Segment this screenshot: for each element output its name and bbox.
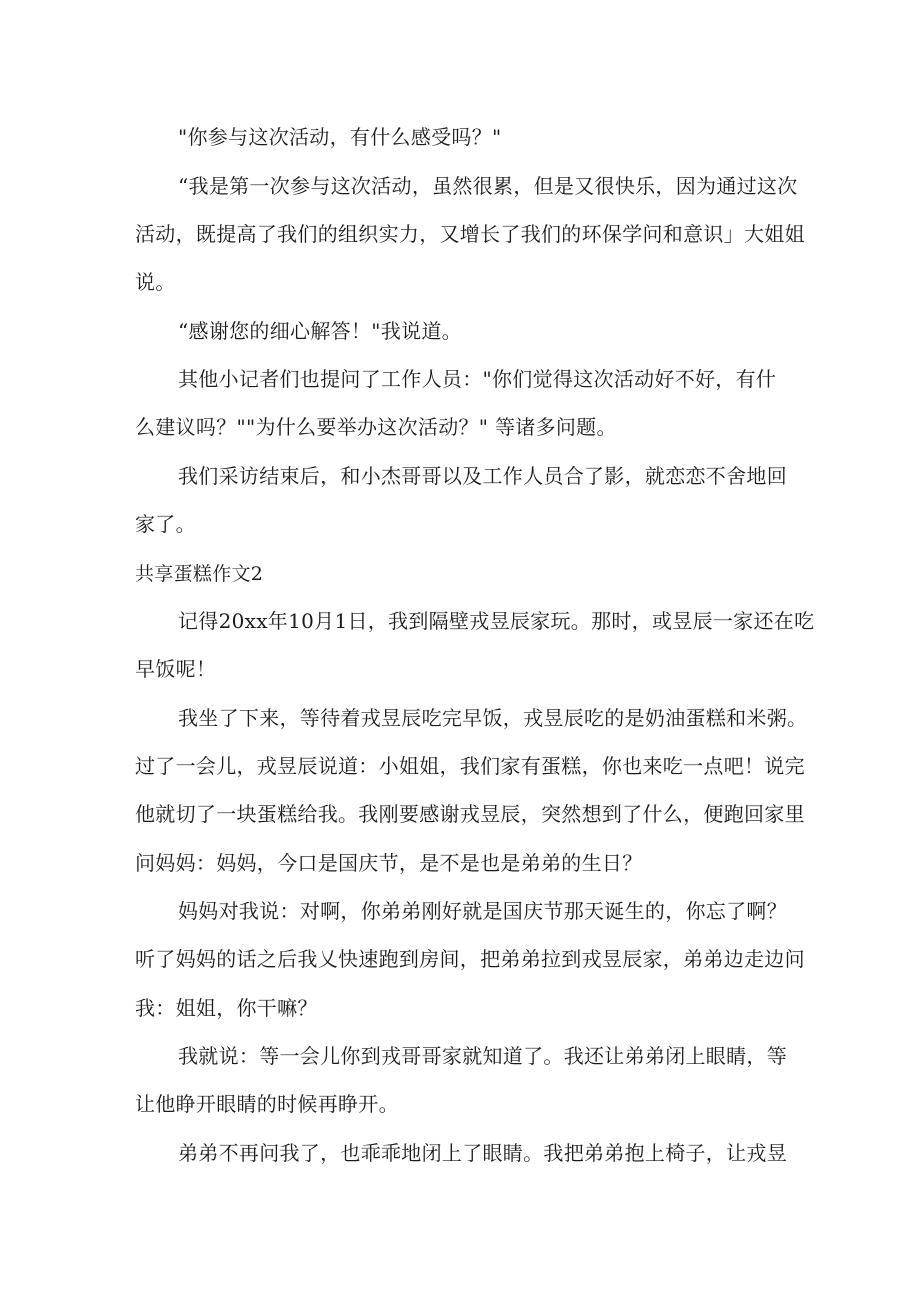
text-line: 他就切了一块蛋糕给我。我刚要感谢戎昱辰，突然想到了什么，便跑回家里 <box>135 802 805 826</box>
text-line: 么建议吗？""为什么要举办这次活动？" 等诸多问题。 <box>135 415 617 439</box>
text-line: 早饭呢！ <box>135 657 217 681</box>
text-line: 问妈妈：妈妈，今口是国庆节，是不是也是弟弟的生日？ <box>135 851 643 875</box>
text-line: 说。 <box>135 270 176 294</box>
text-line: 让他睁开眼睛的时候再睁开。 <box>135 1092 399 1116</box>
section-heading: 共享蛋糕作文2 <box>135 563 264 585</box>
text-line: 我们采访结束后，和小杰哥哥以及工作人员合了影，就恋恋不舍地回 <box>178 464 787 488</box>
text-line: 弟弟不再问我了，也乖乖地闭上了眼睛。我把弟弟抱上椅子，让戎昱 <box>178 1141 787 1165</box>
text-line: 家了。 <box>135 512 196 536</box>
text-line: “我是第一次参与这次活动，虽然很累，但是又很快乐，因为通过这次 <box>178 174 798 198</box>
text-line: 我：姐姐，你干嘛？ <box>135 996 318 1020</box>
text-line: 过了一会儿，戎昱辰说道：小姐姐，我们家有蛋糕，你也来吃一点吧！说完 <box>135 754 805 778</box>
text-line: 我坐了下来，等待着戎昱辰吃完早饭，戎昱辰吃的是奶油蛋糕和米粥。 <box>178 706 808 730</box>
text-line: 妈妈对我说：对啊，你弟弟刚好就是国庆节那天诞生的，你忘了啊？ <box>178 899 787 923</box>
text-line: 记得20xx年10月1日，我到隔壁戎昱辰家玩。那时，或昱辰一家还在吃 <box>178 609 815 633</box>
text-line: 我就说：等一会儿你到戎哥哥家就知道了。我还让弟弟闭上眼睛，等 <box>178 1044 787 1068</box>
text-line: 听了妈妈的话之后我乂快速跑到房间，把弟弟拉到戎昱辰家，弟弟边走边问 <box>135 947 805 971</box>
text-line: “感谢您的细心解答！"我说道。 <box>178 319 462 343</box>
text-line: 其他小记者们也提问了工作人员："你们觉得这次活动好不好，有什 <box>178 367 777 391</box>
text-line: "你参与这次活动，有什么感受吗？" <box>178 125 502 149</box>
text-line: 活动，既提高了我们的组织实力，又增长了我们的环保学问和意识」大姐姐 <box>135 222 805 246</box>
